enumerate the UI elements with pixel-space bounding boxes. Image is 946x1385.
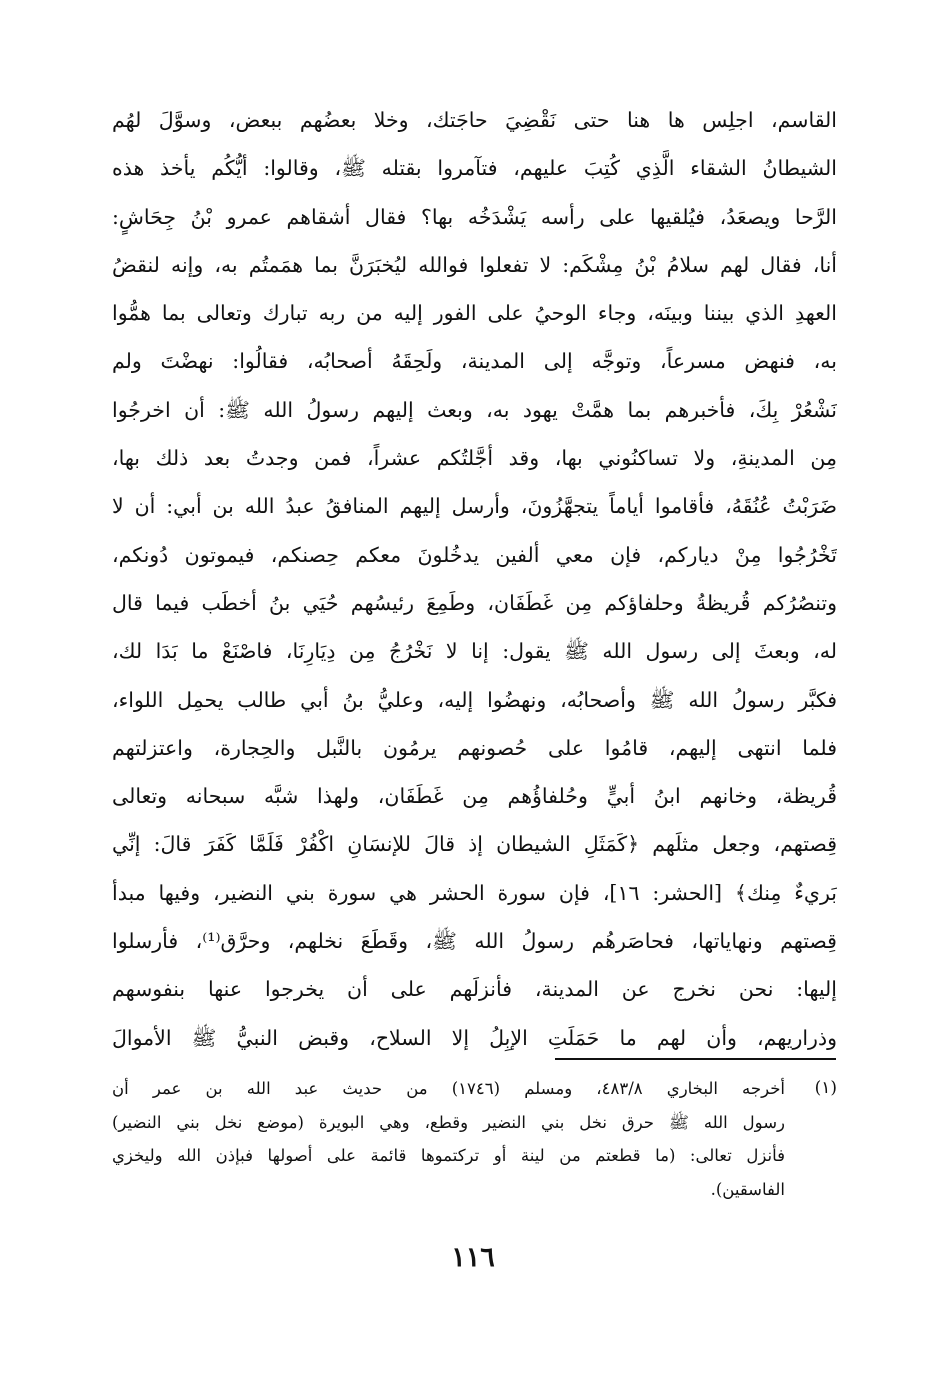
body-line: له، وبعثَ إلى رسول الله ﷺ يقول: إنا لا نَخْرُجُ مِن دِيَارِنَا، فاصْنَعْ ما بَدَا لك، [112,639,837,664]
body-line: قِصتهم ونهاياتها، فحاصَرهُم رسولُ الله ﷺ، وقَطَعَ نخلهم، وحرَّق⁽¹⁾، فأرسلوا [112,929,837,954]
body-line: قِصتهم، وجعل مثلَهم ﴿كَمَثَلِ الشيطان إذ قالَ للإنسَانِ اكْفُرْ فَلَمَّا كَفَرَ قالَ: إنِّي [112,832,837,857]
footnote-line: أخرجه البخاري ٤٨٣/٨، ومسلم (١٧٤٦) من حديث عبد الله بن عمر أن [112,1079,785,1098]
body-line: به، فنهض مسرعاً، وتوجَّه إلى المدينة، ولَحِقَهُ أصحابُه، فقالُوا: نهضْتَ ولم [112,349,837,374]
footnote-line: فأنزل تعالى: (ما قطعتم من لينة أو تركتموها قائمة على أصولها فبإذن الله وليخزي [112,1146,785,1165]
footnote-line: الفاسقين). [710,1179,785,1199]
body-line: بَريءٌ مِنك﴾ [الحشر: ١٦]، فإن سورة الحشر هي سورة بني النضير، وفيها مبدأ [112,880,837,905]
body-line: إليها: نحن نخرج عن المدينة، فأنزلَهم على أن يخرجوا عنها بنفوسهم [112,977,837,1002]
footnote-divider [555,1058,836,1060]
body-line: تَخْرُجُوا مِنْ دياركم، فإن معي ألفين يدخُلونَ معكم حِصنكم، فيموتون دُونكم، [112,542,837,567]
body-line: مِن المدينةِ، ولا تساكنُوني بها، وقد أجَّلتُكم عشراً، فمن وجدتُ بعد ذلك بها، [112,446,837,471]
footnote-line: رسول الله ﷺ حرق نخل بني النضير وقطع، وهي البويرة (موضع نخل بني النضير) [112,1112,785,1132]
body-line: ضَرَبْتُ عُنُقَهُ، فأقاموا أياماً يتجهَّزُونَ، وأرسل إليهم المنافقُ عبدُ الله بن أبي: أن لا [112,494,837,519]
body-line: فكبَّر رسولُ الله ﷺ وأصحابُه، ونهضُوا إليه، وعليُّ بنُ أبي طالب يحمِل اللواء، [112,687,837,712]
body-line: الرَّحا ويصعَدُ، فيُلقيها على رأسه يَشْدَخُه بها؟ فقال أشقاهم عمرو بْنُ جِحَاشٍ: [112,204,837,229]
body-line: الشيطانُ الشقاء الَّذِي كُتِبَ عليهم، فتآمروا بقتله ﷺ، وقالوا: أيُّكُم يأخذ هذه [112,156,837,181]
body-line: وذراريهم، وأن لهم ما حَمَلَتِ الإبِلُ إلا السلاح، وقبض النبيُّ ﷺ الأموالَ [112,1025,837,1050]
body-line: القاسم، اجلِس ها هنا حتى نَقْضِيَ حاجَتك، وخلا بعضُهم ببعض، وسوَّلَ لهُم [112,108,837,132]
body-line: وتنصُرُكم قُريظةُ وحلفاؤكم مِن غَطَفَان، وطَمِعَ رئيسُهم حُيَي بنُ أخطَب فيما قال [112,590,837,615]
body-text [112,96,837,1062]
body-line: العهدِ الذي بيننا وبينَه، وجاء الوحيُ على الفور إليه من ربه تبارك وتعالى بما همُّوا [112,301,837,326]
body-line: أنا، فقال لهم سلامُ بْنُ مِشْكَم: لا تفعلوا فوالله ليُخبَرَنَّ بما همَمتُم به، وإنه لنقضُ [112,252,837,277]
body-line: نَشْعُرْ بِكَ، فأخبرهم بما همَّتْ يهود به، وبعث إليهم رسولُ الله ﷺ: أن اخرجُوا [112,397,837,422]
body-line: فلما انتهى إليهم، قامُوا على حُصونهم يرمُون بالنَّبل والحِجارة، واعتزلتهم [112,735,837,760]
body-line: قُريظة، وخانهم ابنُ أبيٍّ وحُلفاؤُهم مِن غَطَفَان، ولهذا شبَّه سبحانه وتعالى [112,784,837,809]
footnote-text [112,1072,785,1206]
page-number: ١١٦ [451,1242,495,1273]
footnote-marker: (١) [814,1078,837,1098]
